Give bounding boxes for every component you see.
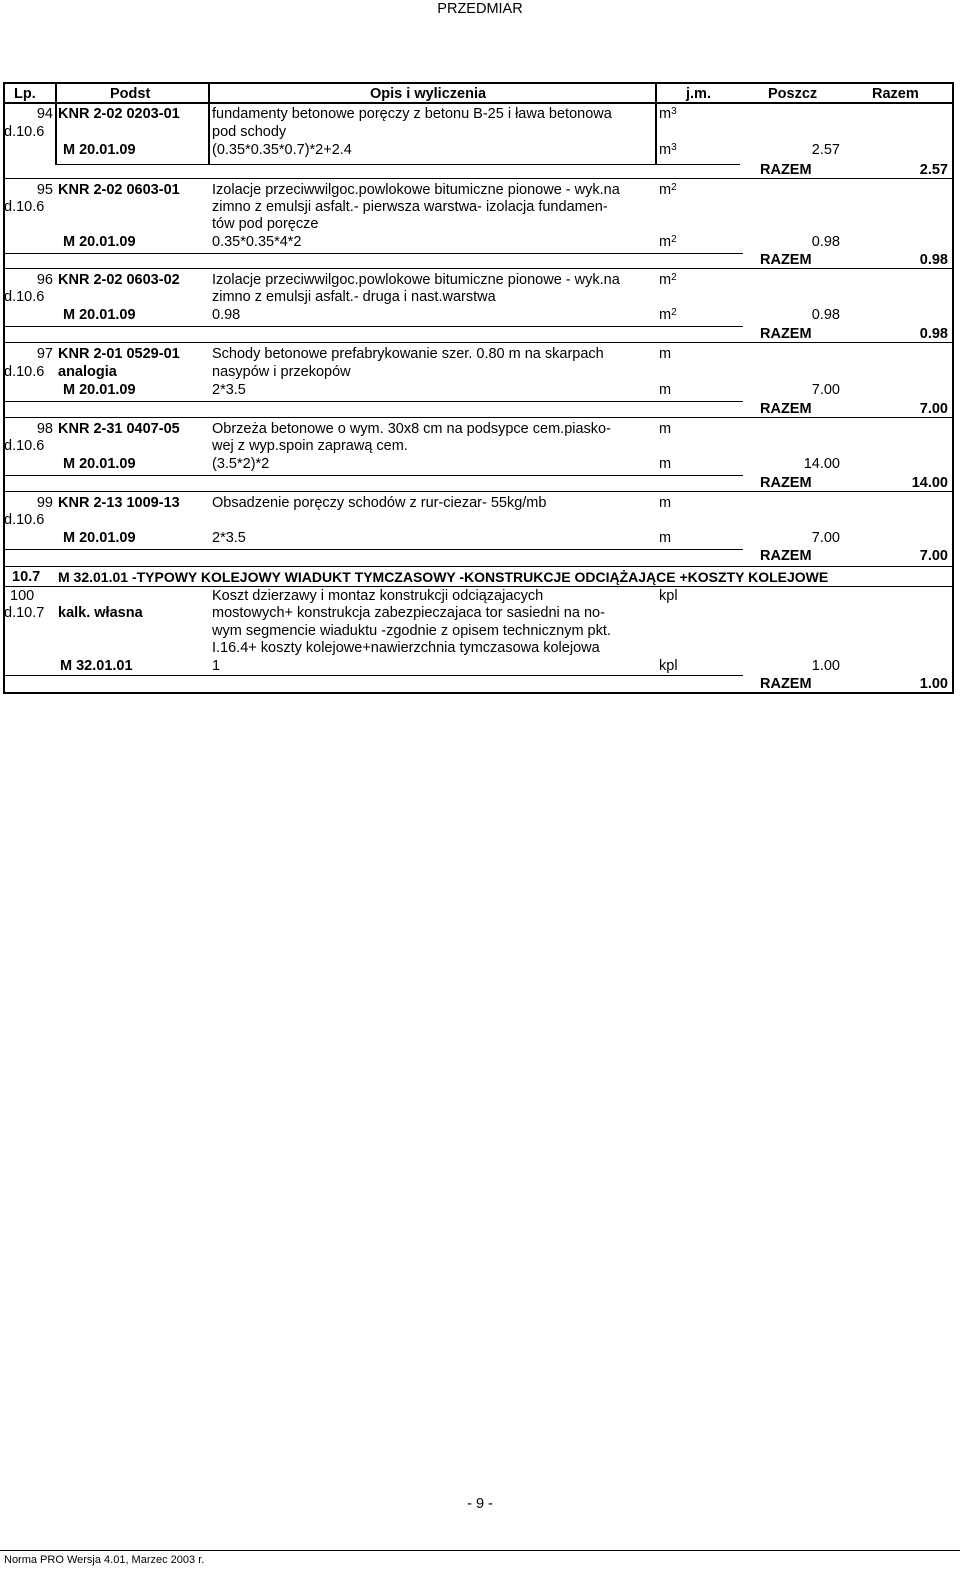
row-podst: KNR 2-31 0407-05 xyxy=(58,421,180,437)
row-calc-unit: kpl xyxy=(659,658,678,674)
row-podst-note: analogia xyxy=(58,364,117,380)
row-lp: 100 xyxy=(10,588,35,604)
row-desc-line: Izolacje przeciwwilgoc.powlokowe bitumiczne pionowe - wyk.na xyxy=(212,182,620,198)
row-unit: kpl xyxy=(659,588,678,604)
razem-value: 2.57 xyxy=(919,162,948,178)
row-desc-line: pod schody xyxy=(212,124,287,140)
razem-label: RAZEM xyxy=(760,548,812,564)
row-poszcz: 0.98 xyxy=(811,307,840,323)
razem-value: 7.00 xyxy=(919,548,948,564)
row-calc-unit: $m^2$ xyxy=(659,307,677,323)
row-lp-ref: d.10.7 xyxy=(4,605,45,621)
row-calc: 2*3.5 xyxy=(212,382,246,398)
page-header: PRZEDMIAR xyxy=(437,1,523,17)
row-podst-spec: M 20.01.09 xyxy=(63,307,136,323)
razem-label: RAZEM xyxy=(760,676,812,692)
row-lp-ref: d.10.6 xyxy=(4,364,45,380)
row-calc: 2*3.5 xyxy=(212,530,246,546)
row-unit: m xyxy=(659,421,672,437)
section-title: M 32.01.01 -TYPOWY KOLEJOWY WIADUKT TYMCZASOWY -KONSTRUKCJE ODCIĄŻAJĄCE +KOSZTY KOLEJOWE xyxy=(58,569,829,585)
col-poszcz-header: Poszcz xyxy=(768,86,818,102)
row-desc-line: Schody betonowe prefabrykowanie szer. 0.80 m na skarpach xyxy=(212,346,604,362)
row-lp: 99 xyxy=(36,495,53,511)
row-calc-unit: m xyxy=(659,382,672,398)
row-calc: 0.35*0.35*4*2 xyxy=(212,234,302,250)
row-calc: 0.98 xyxy=(212,307,241,323)
row-desc-line: tów pod poręcze xyxy=(212,216,319,232)
row-desc-line: Izolacje przeciwwilgoc.powlokowe bitumiczne pionowe - wyk.na xyxy=(212,272,620,288)
row-unit: $m^2$ xyxy=(659,182,677,198)
razem-label: RAZEM xyxy=(760,475,812,491)
row-calc-unit: m xyxy=(659,456,672,472)
razem-value: 14.00 xyxy=(911,475,948,491)
row-calc-unit: m xyxy=(659,530,672,546)
row-lp-ref: d.10.6 xyxy=(4,124,45,140)
col-podst-header: Podst xyxy=(110,86,151,102)
razem-label: RAZEM xyxy=(760,401,812,417)
row-unit: $m^2$ xyxy=(659,272,677,288)
row-desc-line: nasypów i przekopów xyxy=(212,364,351,380)
row-podst: KNR 2-13 1009-13 xyxy=(58,495,180,511)
row-desc-line: zimno z emulsji asfalt.- druga i nast.warstwa xyxy=(212,289,496,305)
razem-value: 1.00 xyxy=(919,676,948,692)
row-calc: 1 xyxy=(212,658,221,674)
razem-value: 7.00 xyxy=(919,401,948,417)
row-podst: KNR 2-01 0529-01 xyxy=(58,346,180,362)
row-calc: (3.5*2)*2 xyxy=(212,456,270,472)
razem-value: 0.98 xyxy=(919,326,948,342)
row-desc-line: Koszt dzierzawy i montaz konstrukcji odciązajacych xyxy=(212,588,544,604)
row-desc-line: Obrzeża betonowe o wym. 30x8 cm na podsypce cem.piasko- xyxy=(212,421,611,437)
row-lp: 97 xyxy=(36,346,53,362)
page-number: - 9 - xyxy=(467,1496,493,1512)
section-lp: 10.7 xyxy=(12,569,41,585)
footer-text: Norma PRO Wersja 4.01, Marzec 2003 r. xyxy=(4,1554,205,1566)
row-podst-spec: M 20.01.09 xyxy=(63,530,136,546)
row-desc-line: wym segmencie wiaduktu -zgodnie z opisem technicznym pkt. xyxy=(212,623,611,639)
row-unit: m xyxy=(659,346,672,362)
row-podst: kalk. własna xyxy=(58,605,143,621)
razem-label: RAZEM xyxy=(760,252,812,268)
row-podst-spec: M 20.01.09 xyxy=(63,142,136,158)
row-desc-line: fundamenty betonowe poręczy z betonu B-25 i ława betonowa xyxy=(212,106,612,122)
col-lp-header: Lp. xyxy=(14,86,36,102)
col-razem-header: Razem xyxy=(872,86,919,102)
row-lp: 95 xyxy=(36,182,53,198)
row-unit: m xyxy=(659,495,672,511)
row-poszcz: 7.00 xyxy=(811,530,840,546)
row-desc-line: Obsadzenie poręczy schodów z rur-ciezar- 55kg/mb xyxy=(212,495,547,511)
row-podst: KNR 2-02 0203-01 xyxy=(58,106,180,122)
row-podst-spec: M 32.01.01 xyxy=(60,658,133,674)
razem-label: RAZEM xyxy=(760,162,812,178)
row-calc-unit: $m^3$ xyxy=(659,142,677,158)
razem-value: 0.98 xyxy=(919,252,948,268)
row-lp: 96 xyxy=(36,272,53,288)
row-desc-line: wej z wyp.spoin zaprawą cem. xyxy=(212,438,408,454)
row-lp-ref: d.10.6 xyxy=(4,199,45,215)
row-podst-spec: M 20.01.09 xyxy=(63,382,136,398)
row-podst-spec: M 20.01.09 xyxy=(63,234,136,250)
col-opis-header: Opis i wyliczenia xyxy=(370,86,487,102)
row-desc-line: zimno z emulsji asfalt.- pierwsza warstwa- izolacja fundamen- xyxy=(212,199,608,215)
row-lp-ref: d.10.6 xyxy=(4,438,45,454)
row-lp: 98 xyxy=(36,421,53,437)
row-poszcz: 0.98 xyxy=(811,234,840,250)
row-calc: (0.35*0.35*0.7)*2+2.4 xyxy=(212,142,352,158)
col-jm-header: j.m. xyxy=(686,86,711,102)
row-podst: KNR 2-02 0603-01 xyxy=(58,182,180,198)
row-lp-ref: d.10.6 xyxy=(4,289,45,305)
row-poszcz: 14.00 xyxy=(803,456,840,472)
row-desc-line: I.16.4+ koszty kolejowe+nawierzchnia tymczasowa kolejowa xyxy=(212,640,600,656)
row-lp-ref: d.10.6 xyxy=(4,512,45,528)
row-desc-line: mostowych+ konstrukcja zabezpieczajaca tor sasiedni na no- xyxy=(212,605,605,621)
row-calc-unit: $m^2$ xyxy=(659,234,677,250)
row-podst-spec: M 20.01.09 xyxy=(63,456,136,472)
razem-label: RAZEM xyxy=(760,326,812,342)
row-poszcz: 2.57 xyxy=(811,142,840,158)
row-poszcz: 1.00 xyxy=(811,658,840,674)
row-poszcz: 7.00 xyxy=(811,382,840,398)
row-lp: 94 xyxy=(36,106,53,122)
row-podst: KNR 2-02 0603-02 xyxy=(58,272,180,288)
row-unit: $m^3$ xyxy=(659,106,677,122)
